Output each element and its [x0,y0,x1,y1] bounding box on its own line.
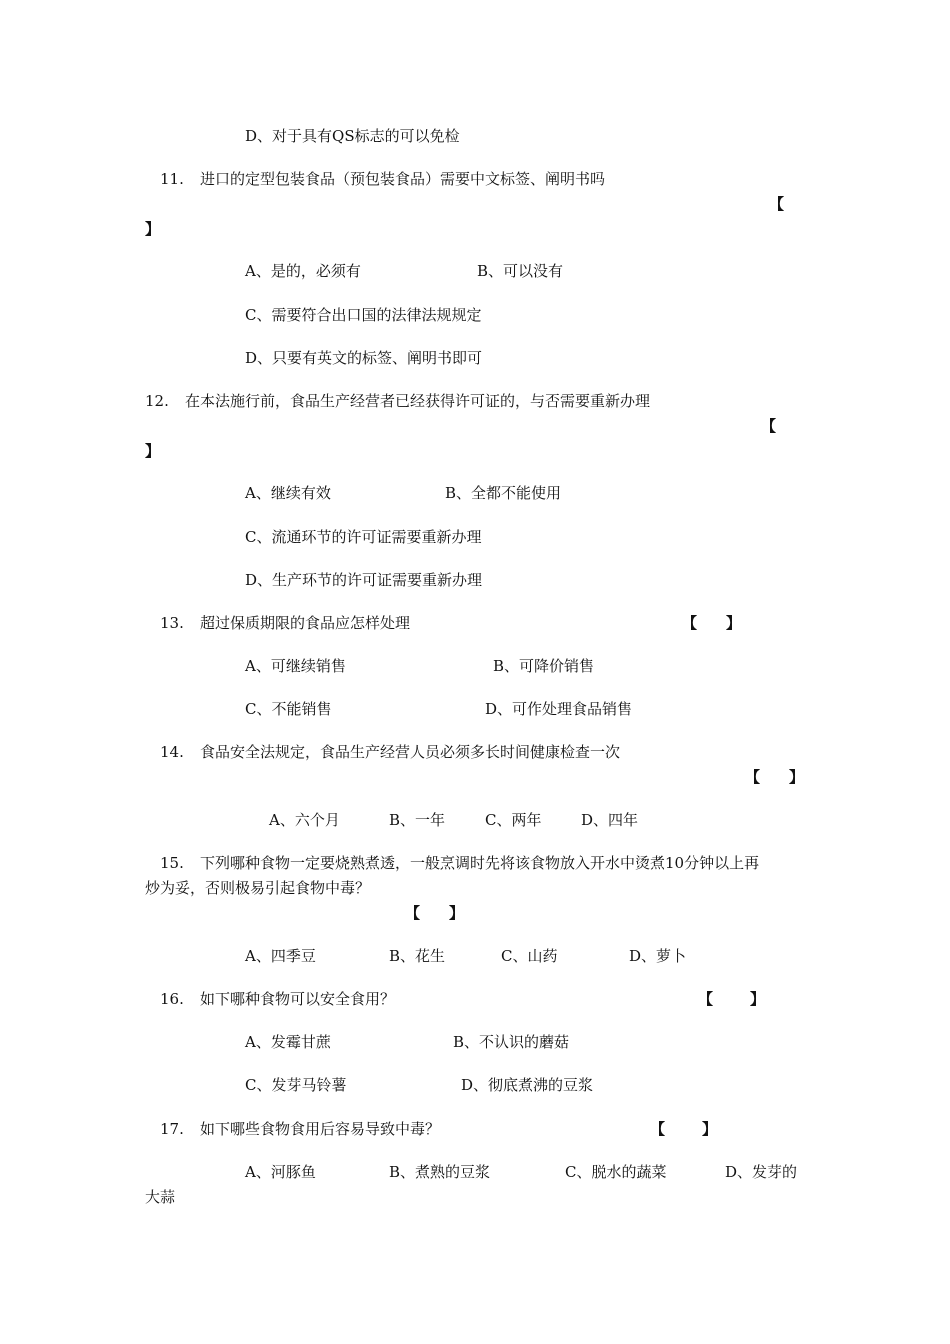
answer-bracket-close: 】 [726,614,742,632]
option-d: D、萝卜 [629,947,687,965]
question-text: 下列哪种食物一定要烧熟煮透，一般烹调时先将该食物放入开水中烫煮10分钟以上再 [200,854,760,872]
answer-bracket-close: 】 [750,990,766,1008]
option-b: B、一年 [389,811,446,829]
option-a: A、继续有效 [245,484,331,502]
option-c: C、山药 [501,947,558,965]
option-d-continued: 大蒜 [145,1188,176,1206]
answer-bracket-open: 【 [769,195,785,213]
answer-bracket-open: 【 [698,990,714,1008]
option-b: B、全都不能使用 [445,484,562,502]
answer-bracket-close: 】 [702,1120,718,1138]
option-a: A、六个月 [269,811,340,829]
question-number: 11. [160,170,184,188]
answer-bracket-open: 【 [745,768,761,786]
answer-bracket-close: 】 [145,220,161,238]
answer-bracket-open: 【 [650,1120,666,1138]
option-b: B、花生 [389,947,446,965]
option-d: D、彻底煮沸的豆浆 [461,1076,594,1094]
answer-bracket-close: 】 [789,768,805,786]
question-number: 16. [160,990,184,1008]
option-b: B、可降价销售 [493,657,595,675]
answer-bracket-open: 【 [682,614,698,632]
option-d: D、对于具有QS标志的可以免检 [245,127,460,145]
option-d: D、可作处理食品销售 [485,700,633,718]
question-text: 在本法施行前，食品生产经营者已经获得许可证的，与否需要重新办理 [185,392,651,410]
option-a: A、可继续销售 [245,657,346,675]
question-number: 17. [160,1120,184,1138]
option-c: C、两年 [485,811,542,829]
question-text: 进口的定型包装食品（预包装食品）需要中文标签、阐明书吗 [200,170,606,188]
question-text: 如下哪种食物可以安全食用？ [200,990,396,1008]
option-c: C、不能销售 [245,700,332,718]
option-a: A、四季豆 [245,947,316,965]
question-number: 15. [160,854,184,872]
option-d: D、生产环节的许可证需要重新办理 [245,571,483,589]
question-text: 如下哪些食物食用后容易导致中毒？ [200,1120,441,1138]
question-number: 12. [145,392,169,410]
option-d: D、四年 [581,811,639,829]
option-b: B、可以没有 [477,262,564,280]
option-b: B、煮熟的豆浆 [389,1163,491,1181]
question-number: 14. [160,743,184,761]
option-a: A、发霉甘蔗 [245,1033,331,1051]
answer-bracket-open: 【 [761,417,777,435]
option-b: B、不认识的蘑菇 [453,1033,570,1051]
option-a: A、河豚鱼 [245,1163,316,1181]
option-c: C、需要符合出口国的法律法规规定 [245,306,482,324]
question-number: 13. [160,614,184,632]
option-c: C、发芽马铃薯 [245,1076,347,1094]
question-text: 超过保质期限的食品应怎样处理 [200,614,411,632]
question-text: 食品安全法规定，食品生产经营人员必须多长时间健康检查一次 [200,743,621,761]
option-c: C、流通环节的许可证需要重新办理 [245,528,482,546]
answer-bracket-close: 】 [145,442,161,460]
option-d: D、只要有英文的标签、阐明书即可 [245,349,483,367]
option-c: C、脱水的蔬菜 [565,1163,667,1181]
option-a: A、是的，必须有 [245,262,361,280]
answer-bracket-close: 】 [449,904,465,922]
answer-bracket-open: 【 [405,904,421,922]
question-text-continued: 炒为妥，否则极易引起食物中毒？ [145,879,371,897]
option-d: D、发芽的 [725,1163,798,1181]
